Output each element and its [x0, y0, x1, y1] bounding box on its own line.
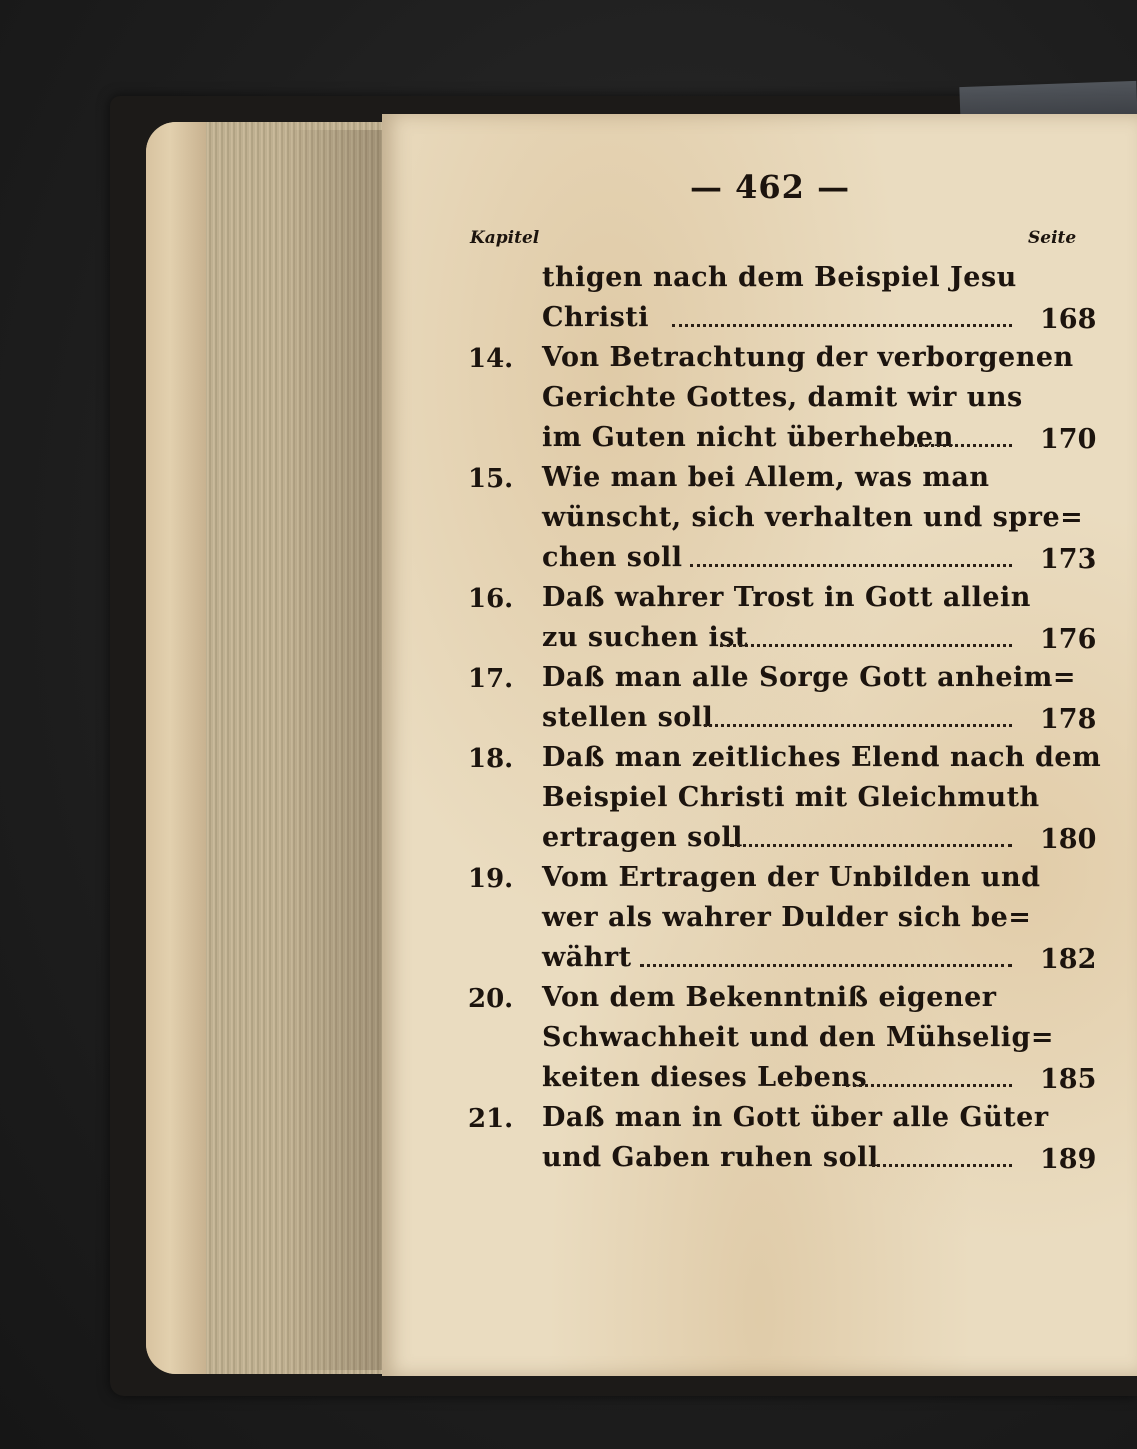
- toc-page-ref: 189: [1040, 1144, 1097, 1175]
- dot-leader: [640, 964, 1012, 967]
- dot-leader: [690, 564, 1012, 567]
- toc-page-ref: 176: [1040, 624, 1097, 655]
- dot-leader: [704, 724, 1012, 727]
- page-number: — 462 —: [690, 168, 851, 206]
- chapter-number: 21.: [468, 1104, 514, 1134]
- toc-line: Daß man zeitliches Elend nach dem: [542, 742, 1102, 773]
- column-heading-page: Seite: [1028, 228, 1077, 248]
- toc-page-ref: 168: [1040, 304, 1097, 335]
- chapter-number: 17.: [468, 664, 514, 694]
- toc-line: Schwachheit und den Mühselig=: [542, 1022, 1054, 1053]
- toc-line: währt: [542, 942, 632, 973]
- toc-line: und Gaben ruhen soll: [542, 1142, 879, 1173]
- toc-page-ref: 178: [1040, 704, 1097, 735]
- toc-line: Daß wahrer Trost in Gott allein: [542, 582, 1031, 613]
- dot-leader: [720, 644, 1012, 647]
- dot-leader: [872, 1164, 1012, 1167]
- toc-page-ref: 182: [1040, 944, 1097, 975]
- toc-line: Gerichte Gottes, damit wir uns: [542, 382, 1023, 413]
- toc-line: Daß man alle Sorge Gott anheim=: [542, 662, 1076, 693]
- dot-leader: [914, 444, 1012, 447]
- toc-line: thigen nach dem Beispiel Jesu: [542, 262, 1017, 293]
- page-block-outer-edge: [146, 122, 206, 1374]
- toc-line: Vom Ertragen der Unbilden und: [542, 862, 1041, 893]
- chapter-number: 19.: [468, 864, 514, 894]
- chapter-number: 16.: [468, 584, 514, 614]
- toc-page-ref: 170: [1040, 424, 1097, 455]
- toc-line: Beispiel Christi mit Gleichmuth: [542, 782, 1040, 813]
- dot-leader: [846, 1084, 1012, 1087]
- toc-line: Wie man bei Allem, was man: [542, 462, 990, 493]
- dot-leader: [672, 324, 1012, 327]
- page-gutter-shadow: [280, 130, 390, 1370]
- chapter-number: 14.: [468, 344, 514, 374]
- column-heading-chapter: Kapitel: [470, 228, 540, 248]
- toc-line: keiten dieses Lebens: [542, 1062, 868, 1093]
- toc-line: Christi: [542, 302, 650, 333]
- toc-line: ertragen soll: [542, 822, 743, 853]
- toc-page-ref: 173: [1040, 544, 1097, 575]
- toc-line: Von dem Bekenntniß eigener: [542, 982, 997, 1013]
- toc-line: wer als wahrer Dulder sich be=: [542, 902, 1032, 933]
- toc-line: Von Betrachtung der verborgenen: [542, 342, 1074, 373]
- chapter-number: 18.: [468, 744, 514, 774]
- toc-page-ref: 180: [1040, 824, 1097, 855]
- toc-line: Daß man in Gott über alle Güter: [542, 1102, 1049, 1133]
- toc-line: chen soll: [542, 542, 683, 573]
- toc-line: stellen soll: [542, 702, 714, 733]
- toc-page-ref: 185: [1040, 1064, 1097, 1095]
- toc-line: im Guten nicht überheben: [542, 422, 954, 453]
- toc-line: wünscht, sich verhalten und spre=: [542, 502, 1084, 533]
- toc-line: zu suchen ist: [542, 622, 748, 653]
- chapter-number: 20.: [468, 984, 514, 1014]
- chapter-number: 15.: [468, 464, 514, 494]
- dot-leader: [730, 844, 1012, 847]
